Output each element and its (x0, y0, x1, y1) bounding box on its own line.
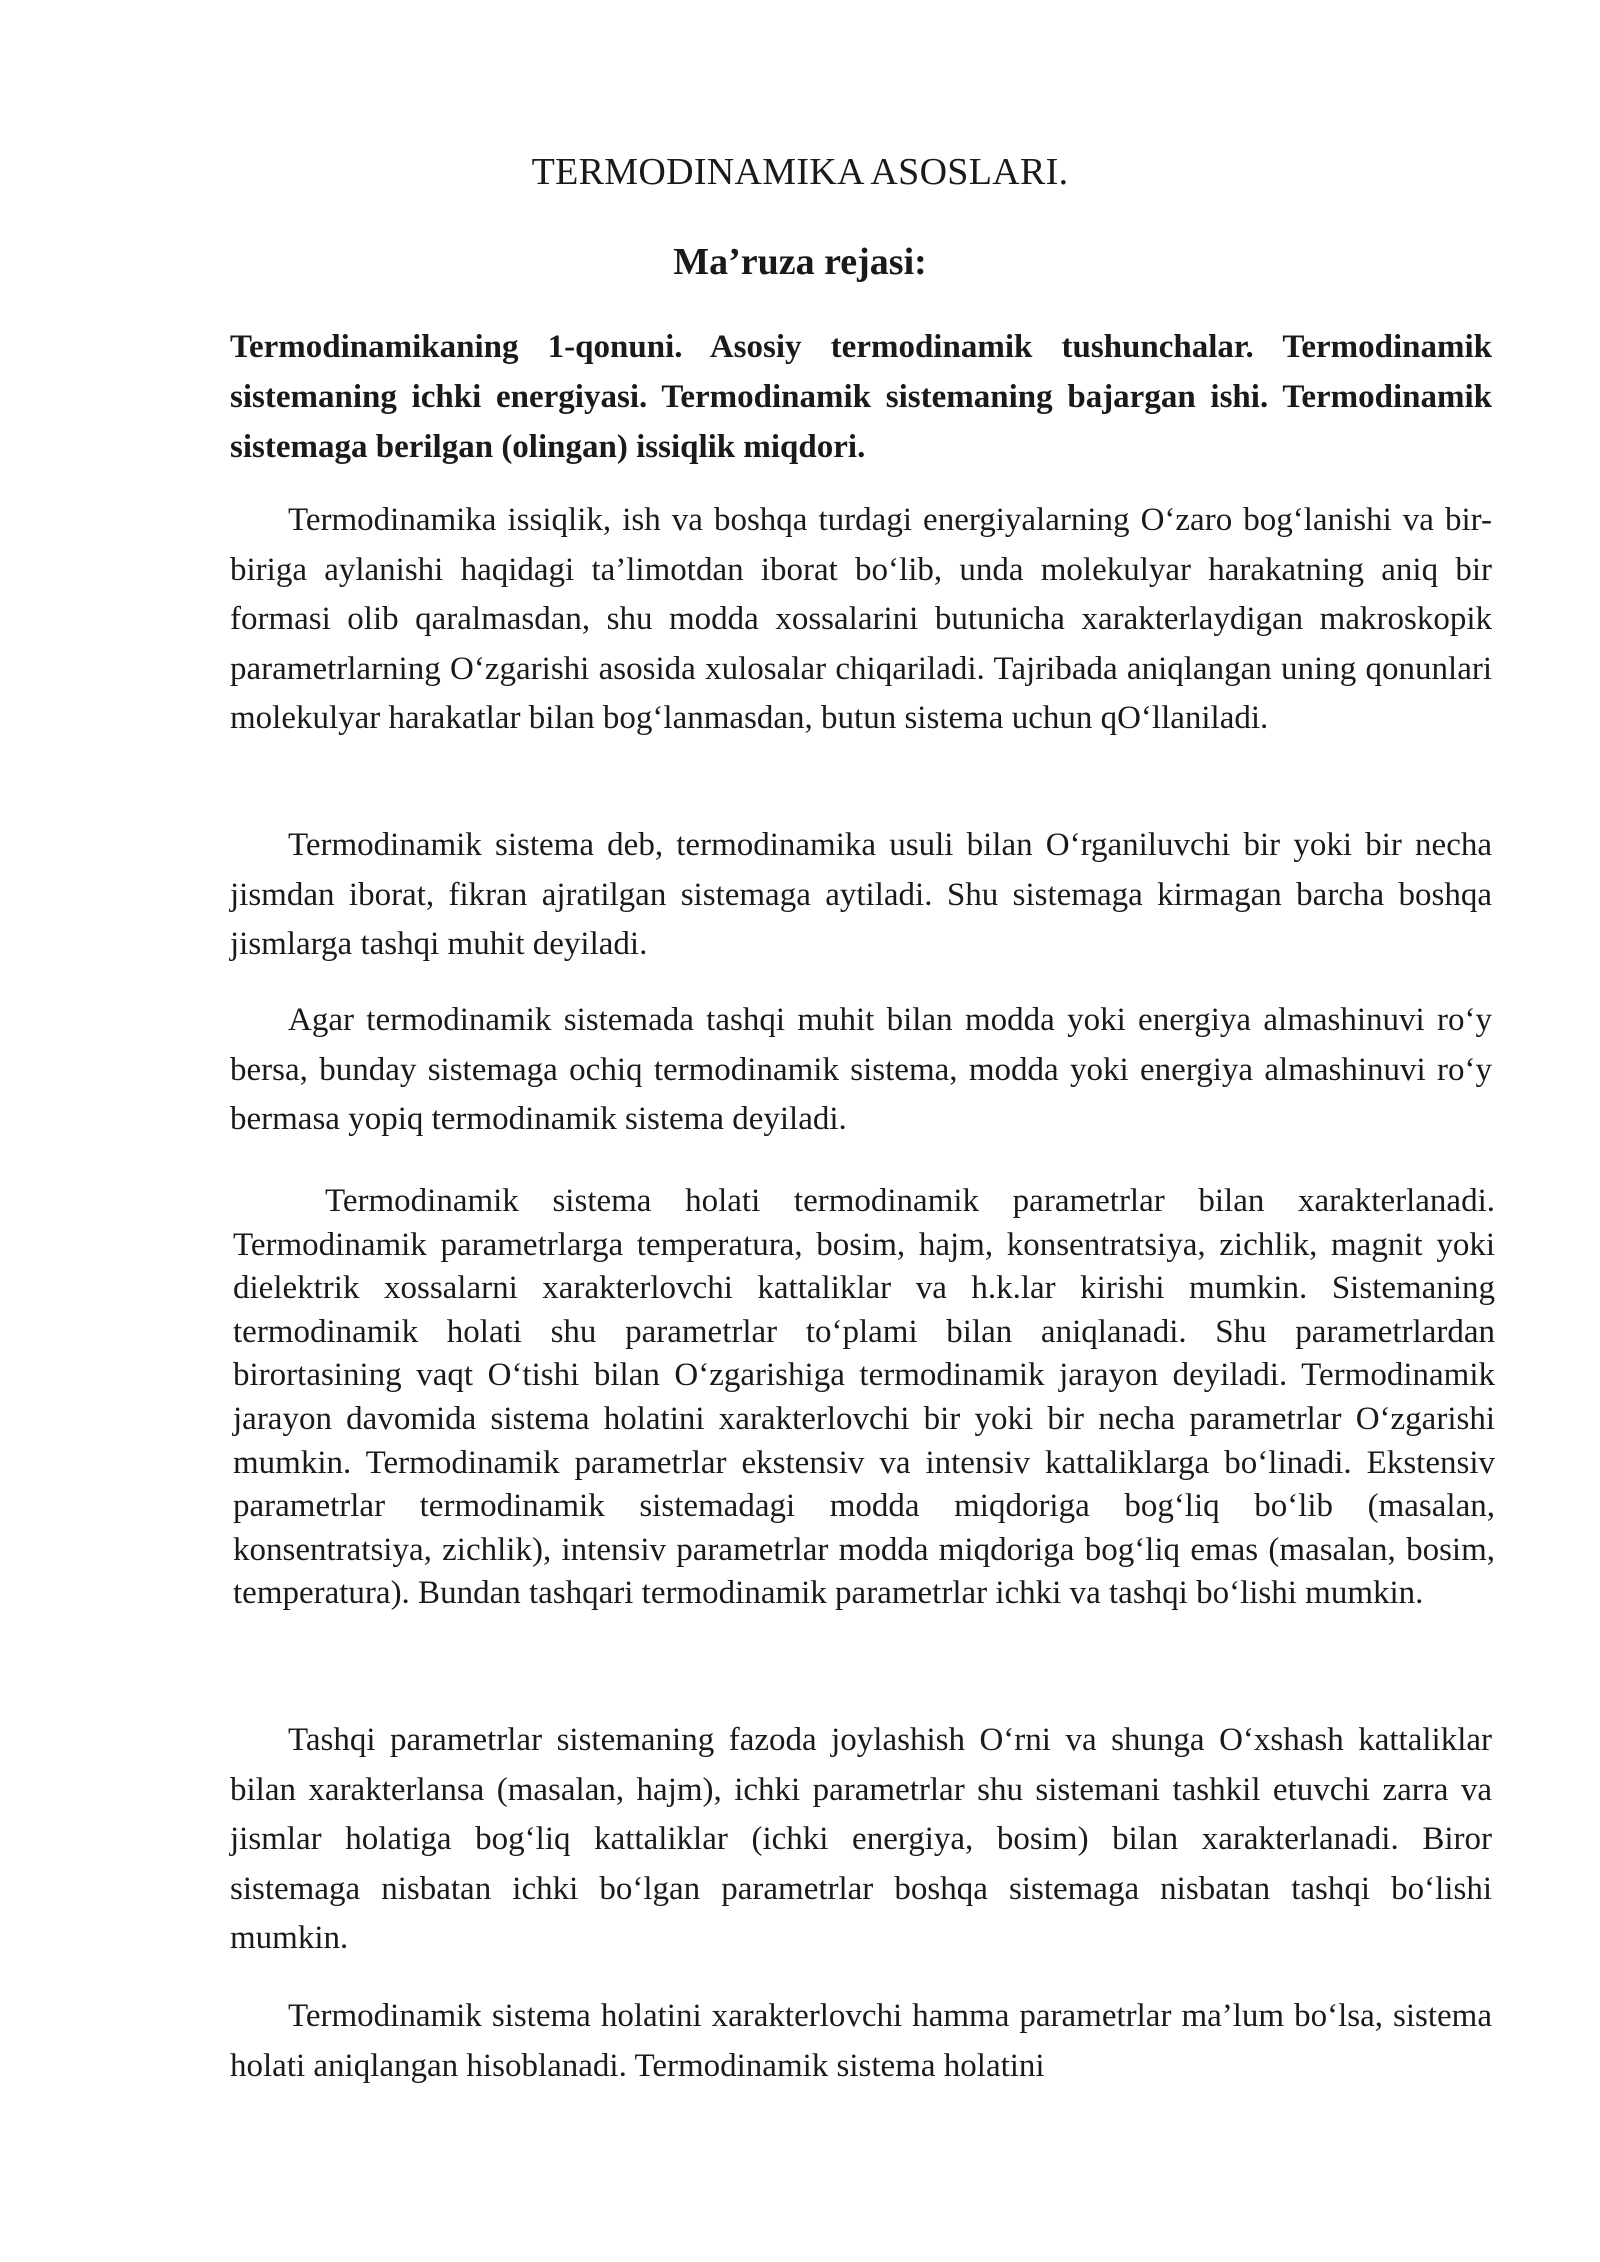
body-paragraph: Agar termodinamik sistemada tashqi muhit bilan modda yoki energiya almashinuvi ro‘y bersa, bunday sistemaga ochiq termodinamik sistema, modda yoki energiya almashinuvi ro‘y bermasa yopiq termodinamik sistema deyiladi. (230, 1002, 1492, 1137)
lecture-plan-text: Termodinamikaning 1-qonuni. Asosiy termodinamik tushunchalar. Termodinamik sistemaning ichki energiyasi. Termodinamik sistemaning bajargan ishi. Termodinamik sistemaga berilgan (olingan) issiqlik miqdori. (230, 329, 1492, 465)
body-paragraph: Termodinamik sistema deb, termodinamika usuli bilan O‘rganiluvchi bir yoki bir necha jismdan iborat, fikran ajratilgan sistemaga aytiladi. Shu sistemaga kirmagan barcha boshqa jismlarga tashqi muhit deyiladi. (230, 827, 1492, 962)
body-paragraph: Termodinamik sistema holati termodinamik parametrlar bilan xarakterlanadi. Termodinamik parametrlarga temperatura, bosim, hajm, konsentratsiya, zichlik, magnit yoki dielektrik xossalarni xarakterlovchi kattaliklar va h.k.lar kirishi mumkin. Sistemaning termodinamik holati shu parametrlar to‘plami bilan aniqlanadi. Shu parametrlardan birortasining vaqt O‘tishi bilan O‘zgarishiga termodinamik jarayon deyiladi. Termodinamik jarayon davomida sistema holatini xarakterlovchi bir yoki bir necha parametrlar O‘zgarishi mumkin. Termodinamik parametrlar ekstensiv va intensiv kattaliklarga bo‘linadi. Ekstensiv parametrlar termodinamik sistemadagi modda miqdoriga bog‘liq bo‘lib (masalan, konsentratsiya, zichlik), intensiv parametrlar modda miqdoriga bog‘liq emas (masalan, bosim, temperatura). Bundan tashqari termodinamik parametrlar ichki va tashqi bo‘lishi mumkin. (233, 1183, 1495, 1612)
lecture-plan-heading: Ma’ruza rejasi: (673, 241, 927, 283)
page-title: TERMODINAMIKA ASOSLARI. (531, 151, 1069, 193)
body-paragraph: Tashqi parametrlar sistemaning fazoda joylashish O‘rni va shunga O‘xshash kattaliklar bilan xarakterlansa (masalan, hajm), ichki parametrlar shu sistemani tashkil etuvchi zarra va jismlar holatiga bog‘liq kattaliklar (ichki energiya, bosim) bilan xarakterlanadi. Biror sistemaga nisbatan ichki bo‘lgan parametrlar boshqa sistemaga nisbatan tashqi bo‘lishi mumkin. (230, 1722, 1492, 1956)
body-paragraph: Termodinamika issiqlik, ish va boshqa turdagi energiyalarning O‘zaro bog‘lanishi va bir-biriga aylanishi haqidagi ta’limotdan iborat bo‘lib, unda molekulyar harakatning aniq bir formasi olib qaralmasdan, shu modda xossalarini butunicha xarakterlaydigan makroskopik parametrlarning O‘zgarishi asosida xulosalar chiqariladi. Tajribada aniqlangan uning qonunlari molekulyar harakatlar bilan bog‘lanmasdan, butun sistema uchun qO‘llaniladi. (230, 502, 1492, 736)
body-paragraph: Termodinamik sistema holatini xarakterlovchi hamma parametrlar ma’lum bo‘lsa, sistema holati aniqlangan hisoblanadi. Termodinamik sistema holatini (230, 1998, 1492, 2084)
